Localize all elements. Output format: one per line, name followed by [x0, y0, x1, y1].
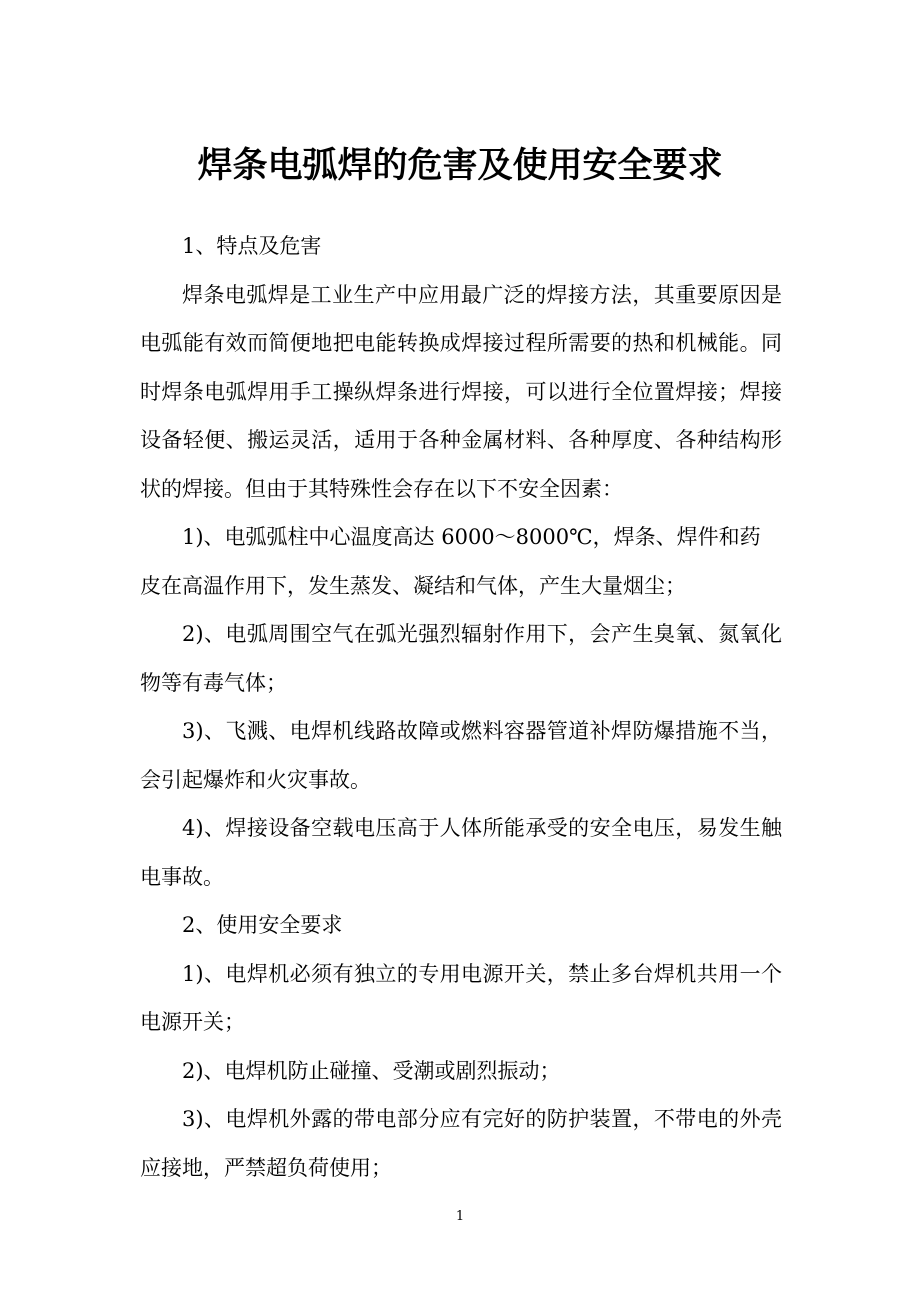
- document-title: 焊条电弧焊的危害及使用安全要求: [197, 145, 723, 186]
- section-heading-1: 1、特点及危害: [182, 234, 322, 258]
- hazard-item-4: 4)、焊接设备空载电压高于人体所能承受的安全电压，易发生触电事故。: [140, 816, 782, 889]
- hazard-item-1: 1)、电弧弧柱中心温度高达 6000～8000℃，焊条、焊件和药: [182, 525, 761, 549]
- section-heading-2: 2、使用安全要求: [182, 913, 343, 937]
- document-body: [140, 222, 782, 1192]
- intro-paragraph: 焊条电弧焊是工业生产中应用最广泛的焊接方法，其重要原因是电弧能有效而简便地把电能转换成焊接过程所需要的热和机械能。同时焊条电弧焊用手工操纵焊条进行焊接，可以进行全位置焊接；焊接设备轻便、搬运灵活，适用于各种金属材料、各种厚度、各种结构形状的焊接。但由于其特殊性会存在以下不安全因素：: [140, 282, 782, 501]
- page-number: 1: [455, 1209, 465, 1224]
- requirement-item-3: 3)、电焊机外露的带电部分应有完好的防护装置，不带电的外壳应接地，严禁超负荷使用；: [140, 1107, 782, 1180]
- hazard-item-3: 3)、飞溅、电焊机线路故障或燃料容器管道补焊防爆措施不当，会引起爆炸和火灾事故。: [140, 719, 782, 792]
- hazard-item-2: 2)、电弧周围空气在弧光强烈辐射作用下，会产生臭氧、氮氧化物等有毒气体；: [140, 622, 782, 695]
- requirement-item-1: 1)、电焊机必须有独立的专用电源开关，禁止多台焊机共用一个电源开关；: [140, 961, 782, 1034]
- requirement-item-2: 2)、电焊机防止碰撞、受潮或剧烈振动；: [182, 1058, 561, 1083]
- hazard-item-1-continued: 皮在高温作用下，发生蒸发、凝结和气体，产生大量烟尘；: [140, 573, 686, 598]
